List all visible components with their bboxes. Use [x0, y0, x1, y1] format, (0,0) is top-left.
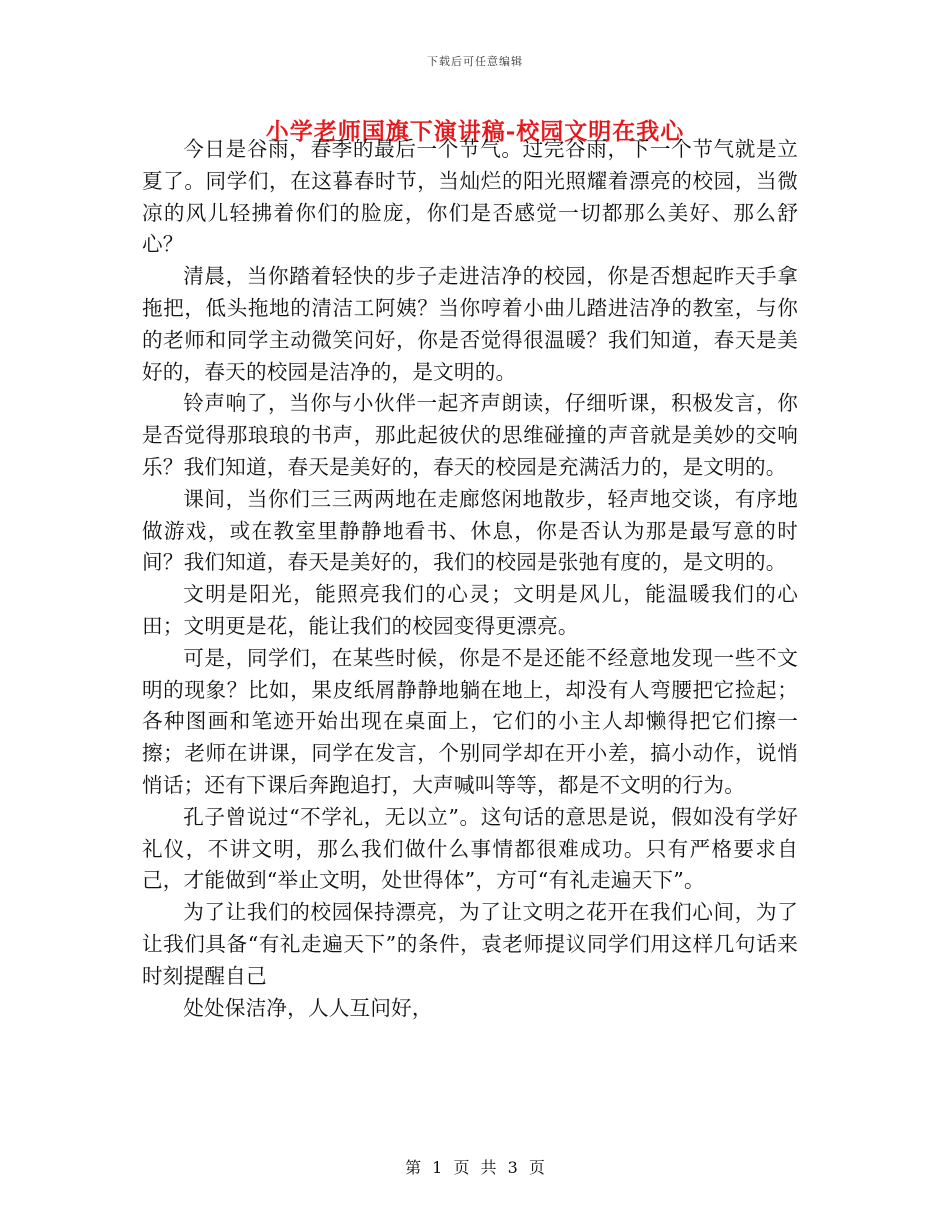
- paragraph: 为了让我们的校园保持漂亮，为了让文明之花开在我们心间，为了让我们具备“有礼走遍天下”的条件，袁老师提议同学们用这样几句话来时刻提醒自己: [142, 900, 798, 988]
- paragraph: 处处保洁净，人人互问好，: [183, 995, 433, 1020]
- page-footer-indicator: 第 1 页 共 3 页: [405, 1158, 545, 1177]
- paragraph: 课间，当你们三三两两地在走廊悠闲地散步，轻声地交谈，有序地做游戏，或在教室里静静地看书、休息，你是否认为那是最写意的时间？我们知道，春天是美好的，我们的校园是张弛有度的，是文明的。: [142, 486, 798, 575]
- paragraph: 今日是谷雨，春季的最后一个节气。过完谷雨，下一个节气就是立夏了。同学们，在这暮春时节，当灿烂的阳光照耀着漂亮的校园，当微凉的风儿轻拂着你们的脸庞，你们是否感觉一切都那么美好、那么舒心？: [142, 137, 798, 257]
- paragraph: 孔子曾说过“不学礼，无以立”。这句话的意思是说，假如没有学好礼仪，不讲文明，那么我们做什么事情都很难成功。只有严格要求自己，才能做到“举止文明，处世得体”，方可“有礼走遍天下”。: [142, 804, 798, 893]
- paragraph: 可是，同学们，在某些时候，你是不是还能不经意地发现一些不文明的现象？比如，果皮纸屑静静地躺在地上，却没有人弯腰把它捡起；各种图画和笔迹开始出现在桌面上，它们的小主人却懒得把它们擦一擦；老师在讲课，同学在发言，个别同学却在开小差，搞小动作，说悄悄话；还有下课后奔跑追打，大声喊叫等等，都是不文明的行为。: [142, 645, 798, 797]
- page-header-note: 下载后可任意编辑: [427, 55, 523, 68]
- paragraph: 文明是阳光，能照亮我们的心灵；文明是风儿，能温暖我们的心田；文明更是花，能让我们的校园变得更漂亮。: [142, 582, 798, 638]
- document-title: 小学老师国旗下演讲稿-校园文明在我心: [265, 118, 685, 145]
- paragraph: 铃声响了，当你与小伙伴一起齐声朗读，仔细听课，积极发言，你是否觉得那琅琅的书声，那此起彼伏的思维碰撞的声音就是美妙的交响乐？我们知道，春天是美好的，春天的校园是充满活力的，是文明的。: [142, 391, 798, 479]
- paragraph: 清晨，当你踏着轻快的步子走进洁净的校园，你是否想起昨天手拿拖把，低头拖地的清洁工阿姨？当你哼着小曲儿踏进洁净的教室，与你的老师和同学主动微笑问好，你是否觉得很温暖？我们知道，春天是美好的，春天的校园是洁净的，是文明的。: [142, 264, 798, 384]
- document-body: [142, 134, 798, 1024]
